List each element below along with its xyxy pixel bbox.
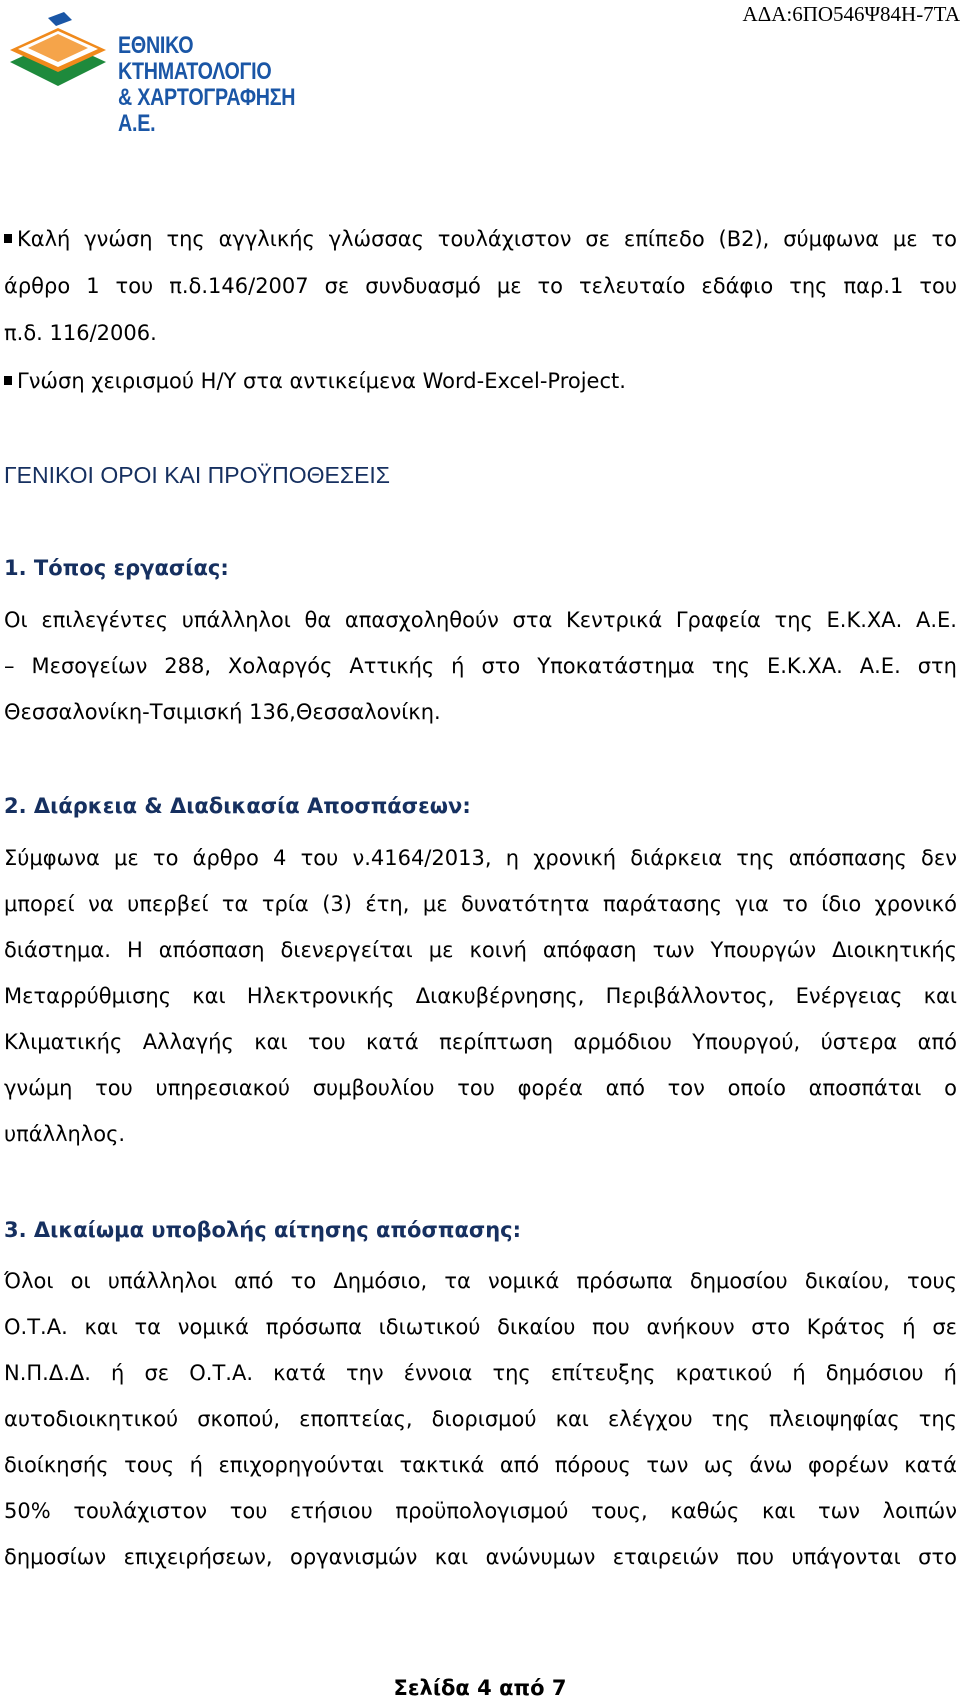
logo-text: [118, 33, 307, 137]
bullet-english-line-2: άρθρο 1 του π.δ.146/2007 σε συνδυασμό με το τελευταίο εδάφιο της παρ.1 του: [4, 274, 957, 298]
section-3-line: Ο.Τ.Α. και τα νομικά πρόσωπα ιδιωτικού δικαίου που ανήκουν στο Κράτος ή σε: [4, 1315, 957, 1339]
section-3-line: Ν.Π.Δ.Δ. ή σε Ο.Τ.Α. κατά την έννοια της επίτευξης κρατικού ή δημόσιου ή: [4, 1361, 957, 1385]
bullet-square-icon: [4, 234, 12, 243]
bullet-english: [4, 216, 957, 357]
logo-line-1: ΕΘΝΙΚΟ ΚΤΗΜΑΤΟΛΟΓΙΟ: [118, 32, 272, 85]
bullet-square-icon: [4, 376, 12, 385]
general-terms-heading: ΓΕΝΙΚΟΙ ΟΡΟΙ ΚΑΙ ΠΡΟΫΠΟΘΕΣΕΙΣ: [4, 462, 391, 488]
section-3-body: [4, 1258, 957, 1580]
section-2-body: [4, 835, 957, 1157]
section-3-title: 3. Δικαίωμα υποβολής αίτησης απόσπασης:: [4, 1218, 522, 1242]
section-1-body: [4, 597, 957, 735]
section-3-line: διοίκησής τους ή επιχορηγούνται τακτικά από πόρους των ως άνω φορέων κατά: [4, 1453, 957, 1477]
section-3-line: 50% τουλάχιστον του ετήσιου προϋπολογισμού τους, καθώς και των λοιπών: [4, 1499, 957, 1523]
section-2-line: Σύμφωνα με το άρθρο 4 του ν.4164/2013, η χρονική διάρκεια της απόσπασης δεν: [4, 846, 957, 870]
section-2-line: γνώμη του υπηρεσιακού συμβουλίου του φορέα από τον οποίο αποσπάται ο: [4, 1076, 957, 1100]
section-2-title: 2. Διάρκεια & Διαδικασία Αποσπάσεων:: [4, 794, 471, 818]
bullet-english-line-3: π.δ. 116/2006.: [4, 321, 157, 345]
section-3-line: αυτοδιοικητικού σκοπού, εποπτείας, διορισμού και ελέγχου της πλειοψηφίας της: [4, 1407, 957, 1431]
bullet-computer-text: Γνώση χειρισμού Η/Υ στα αντικείμενα Word-Excel-Project.: [17, 369, 626, 393]
section-1-line: Θεσσαλονίκη-Τσιμισκή 136,Θεσσαλονίκη.: [4, 700, 441, 724]
logo-line-2: & ΧΑΡΤΟΓΡΑΦΗΣΗ Α.Ε.: [118, 84, 296, 137]
bullet-computer: [4, 358, 957, 405]
section-1-title: 1. Τόπος εργασίας:: [4, 556, 229, 580]
section-1-line: – Μεσογείων 288, Χολαργός Αττικής ή στο Υποκατάστημα της Ε.Κ.ΧΑ. Α.Ε. στη: [4, 654, 957, 678]
section-3-line: Όλοι οι υπάλληλοι από το Δημόσιο, τα νομικά πρόσωπα δημοσίου δικαίου, τους: [4, 1269, 957, 1293]
section-2-line: Μεταρρύθμισης και Ηλεκτρονικής Διακυβέρνησης, Περιβάλλοντος, Ενέργειας και: [4, 984, 957, 1008]
section-3-line: δημοσίων επιχειρήσεων, οργανισμών και ανώνυμων εταιρειών που υπάγονται στο: [4, 1545, 957, 1569]
section-1-line: Οι επιλεγέντες υπάλληλοι θα απασχοληθούν στα Κεντρικά Γραφεία της Ε.Κ.ΧΑ. Α.Ε.: [4, 608, 957, 632]
section-2-line: υπάλληλος.: [4, 1122, 126, 1146]
section-2-line: Κλιματικής Αλλαγής και του κατά περίπτωση αρμόδιου Υπουργού, ύστερα από: [4, 1030, 957, 1054]
company-logo: [6, 12, 336, 137]
document-id: ΑΔΑ:6ΠΟ546Ψ84Η-7ΤΑ: [742, 2, 960, 26]
logo-mark-icon: [6, 12, 116, 90]
bullet-english-line-1: Καλή γνώση της αγγλικής γλώσσας τουλάχιστον σε επίπεδο (Β2), σύμφωνα με το: [17, 227, 957, 251]
page-number-footer: Σελίδα 4 από 7: [393, 1676, 567, 1700]
section-2-line: διάστημα. Η απόσπαση διενεργείται με κοινή απόφαση των Υπουργών Διοικητικής: [4, 938, 957, 962]
section-2-line: μπορεί να υπερβεί τα τρία (3) έτη, με δυνατότητα παράτασης για το ίδιο χρονικό: [4, 892, 957, 916]
logo-blue-mark: [48, 12, 72, 26]
